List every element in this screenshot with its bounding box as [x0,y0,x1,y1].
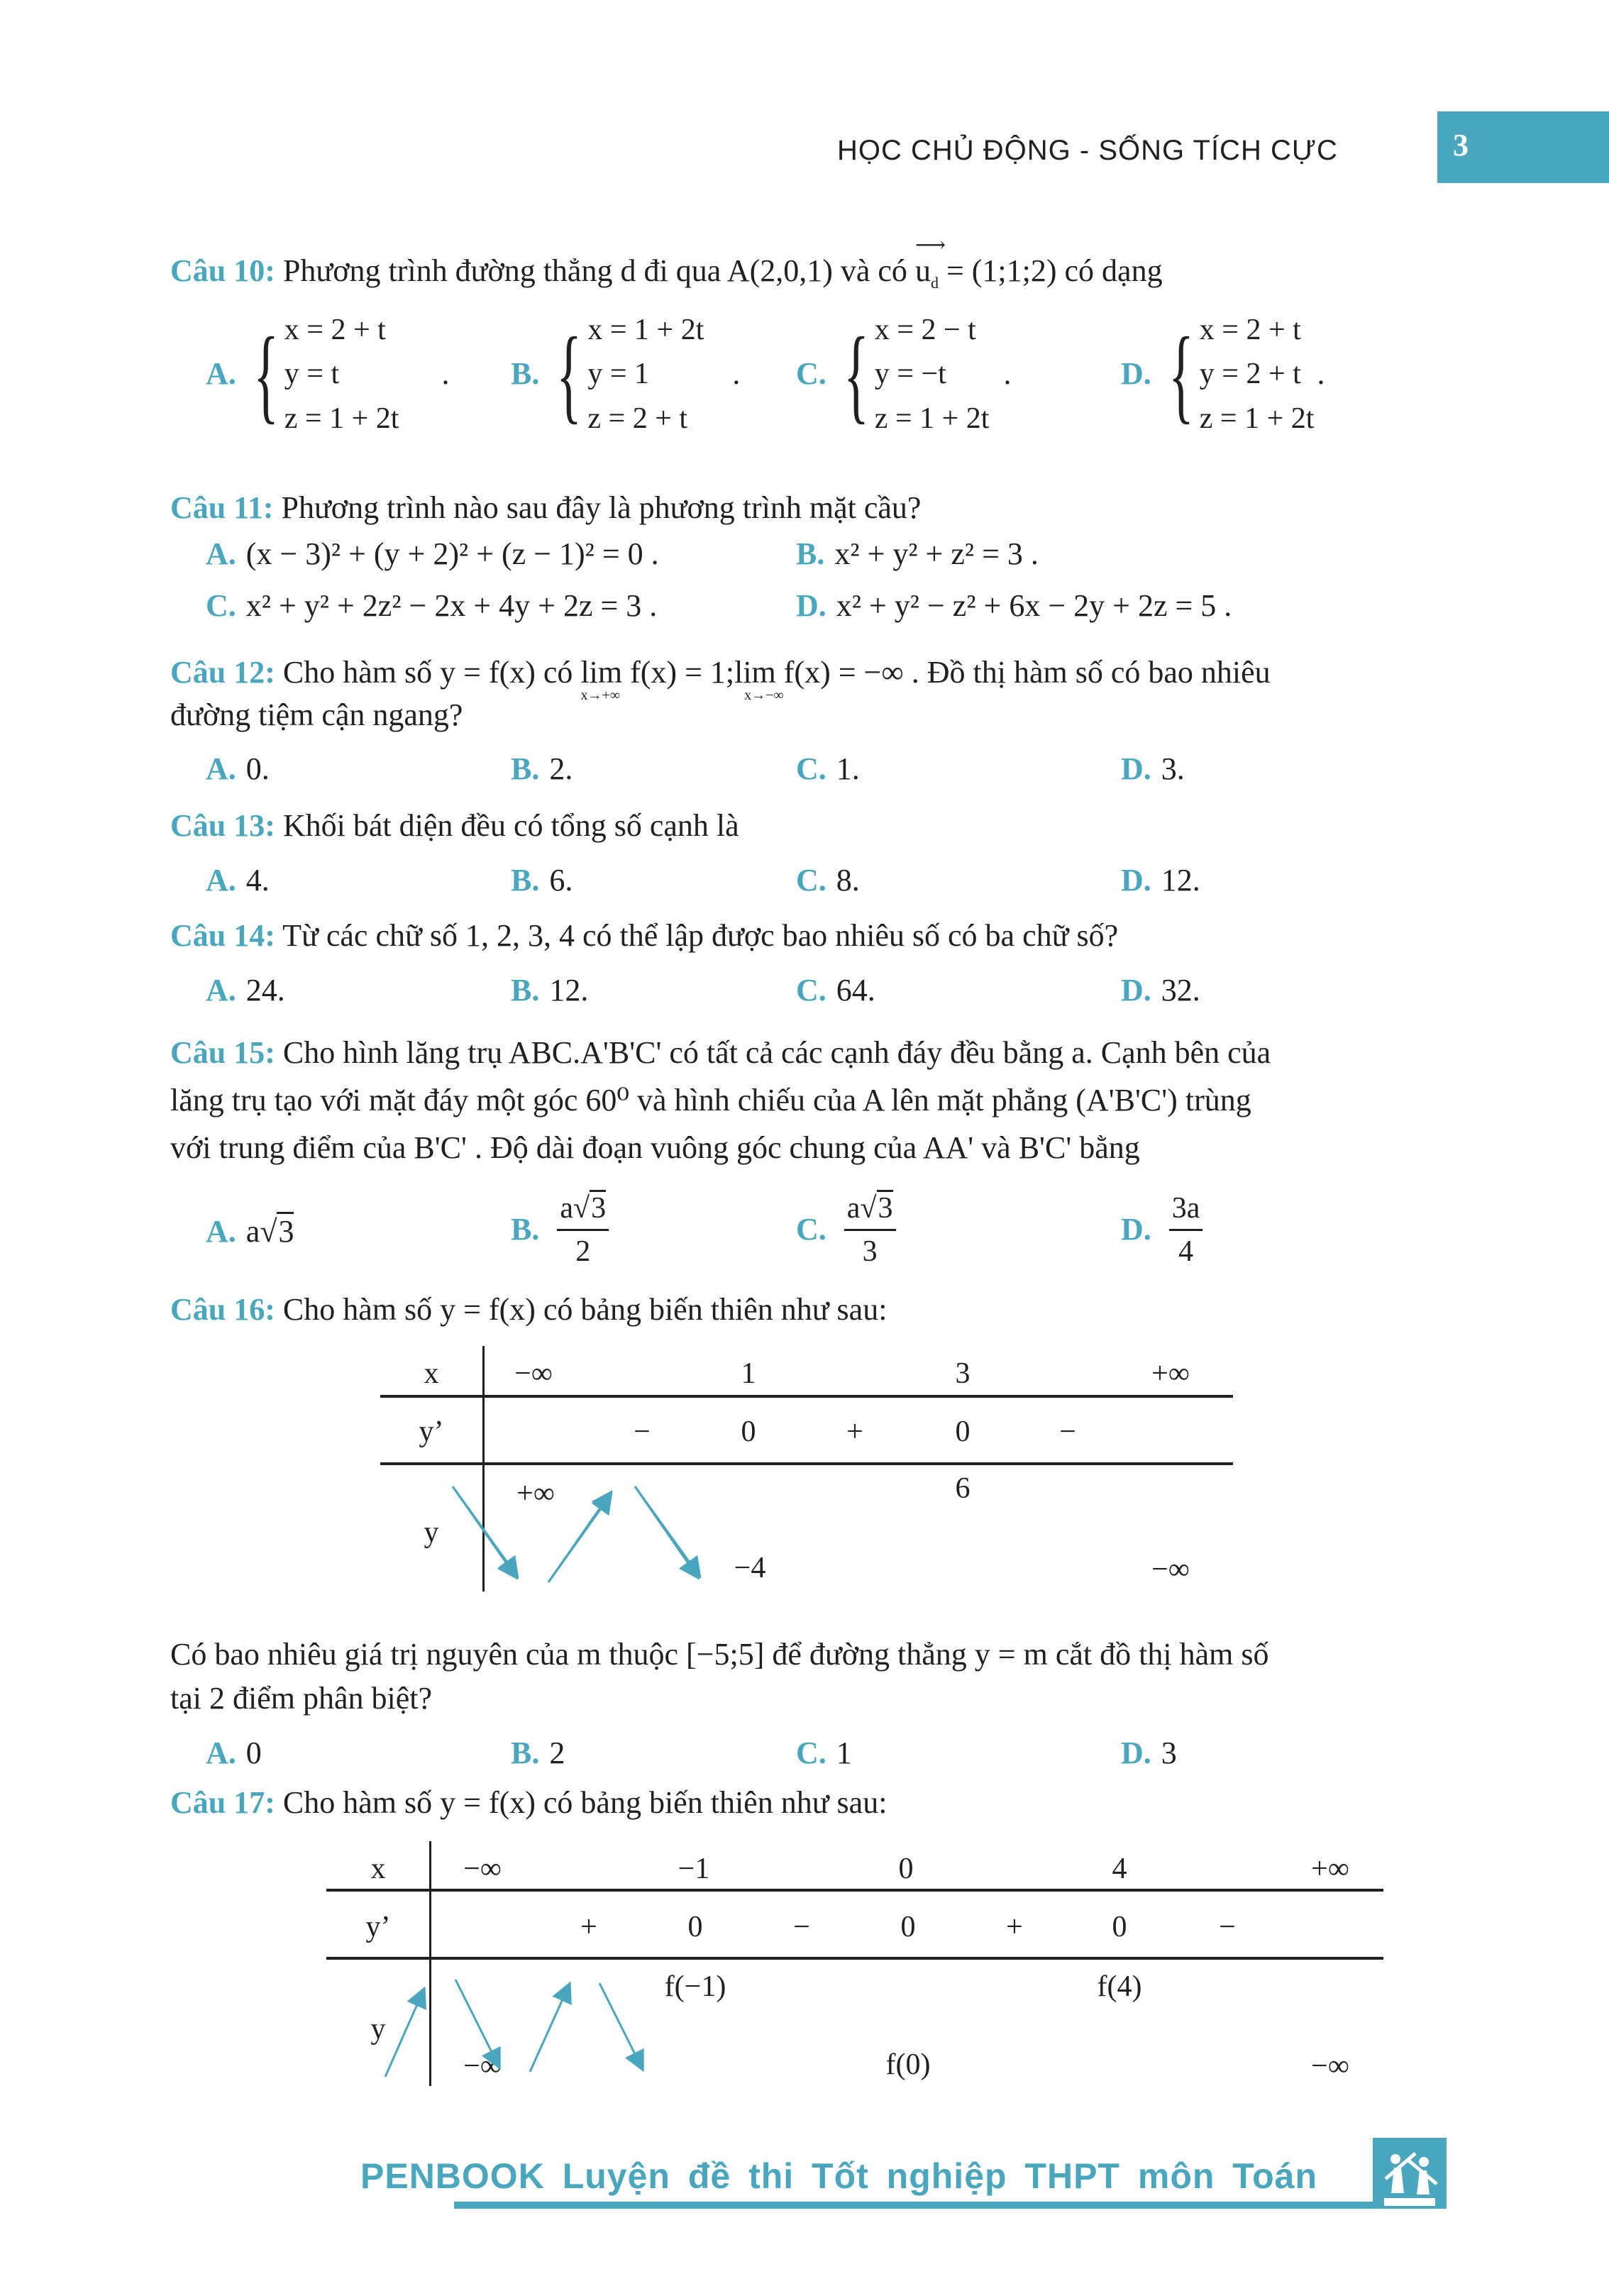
q13-option-c[interactable]: C. 8. [796,863,860,898]
q17-arrows [312,1823,1405,2093]
q10-option-d[interactable]: D. { x = 2 + t y = 2 + t z = 1 + 2t . [1121,314,1325,435]
arrow-down-icon [455,1980,499,2066]
arrow-down-icon [453,1486,516,1577]
footer-underline [454,2202,1398,2209]
q13-option-b[interactable]: B. 6. [511,863,573,898]
q10-option-a[interactable]: A. { x = 2 + t y = t z = 1 + 2t . [206,314,450,435]
question-10: Câu 10: Phương trình đường thẳng d đi qua A(2,0,1) và có ⟶ $u_d$ = (1;1;2) có dạng [170,233,1163,292]
footer-title: PENBOOK Luyện đề thi Tốt nghiệp THPT môn Toán [360,2156,1318,2196]
arrow-down-icon [635,1486,697,1577]
question-label: Câu 10: [170,253,275,288]
question-15-line3: với trung điểm của B'C' . Độ dài đoạn vuông góc chung của AA' và B'C' bằng [170,1130,1140,1165]
page-number: 3 [1453,128,1469,162]
arrow-down-icon [599,1983,642,2068]
q15-option-c[interactable]: C. $\frac{a√3}{3}$ [796,1191,896,1270]
vector-arrow-icon: ⟶ [914,233,946,257]
q12-option-c[interactable]: C. 1. [796,751,860,786]
question-15: Câu 15: Cho hình lăng trụ ABC.A'B'C' có tất cả các cạnh đáy đều bằng a. Cạnh bên của [170,1035,1271,1070]
q14-option-a[interactable]: A. 24. [206,973,285,1008]
arrow-up-icon [385,1990,424,2077]
q11-option-c[interactable]: C. x² + y² + 2z² − 2x + 4y + 2z = 3 . [206,588,658,623]
brace-icon: { [253,315,279,434]
q16-option-d[interactable]: D. 3 [1121,1735,1177,1770]
q16-option-b[interactable]: B. 2 [511,1735,565,1770]
running-header: HỌC CHỦ ĐỘNG - SỐNG TÍCH CỰC [837,135,1338,166]
q10-option-b[interactable]: B. { x = 1 + 2t y = 1 z = 2 + t . [511,314,741,435]
question-16-followup-line2: tại 2 điểm phân biệt? [170,1681,432,1716]
question-13: Câu 13: Khối bát diện đều có tổng số cạnh là [170,808,739,843]
q16-option-a[interactable]: A. 0 [206,1735,262,1770]
q16-option-c[interactable]: C. 1 [796,1735,852,1770]
q12-option-a[interactable]: A. 0. [206,751,270,786]
question-16-followup: Có bao nhiêu giá trị nguyên của m thuộc [−5;5] để đường thẳng y = m cắt đồ thị hàm số [170,1637,1269,1672]
question-12-line2: đường tiệm cận ngang? [170,697,463,732]
brace-icon: { [1168,315,1194,434]
q16-arrows [369,1334,1234,1596]
arrow-up-icon [548,1494,610,1582]
limit-plus-infinity: lim f(x) = 1; x→+∞ [580,655,735,703]
question-text: Phương trình đường thẳng d đi qua A(2,0,1) và có [282,253,915,288]
q11-option-d[interactable]: D. x² + y² − z² + 6x − 2y + 2z = 5 . [796,588,1232,623]
q13-option-d[interactable]: D. 12. [1121,863,1200,898]
question-16: Câu 16: Cho hàm số y = f(x) có bảng biến thiên như sau: [170,1292,888,1327]
q11-option-a[interactable]: A. (x − 3)² + (y + 2)² + (z − 1)² = 0 . [206,536,659,571]
question-14: Câu 14: Từ các chữ số 1, 2, 3, 4 có thể lập được bao nhiêu số có ba chữ số? [170,918,1119,953]
q11-option-b[interactable]: B. x² + y² + z² = 3 . [796,536,1039,571]
q13-option-a[interactable]: A. 4. [206,863,270,898]
q10-option-c[interactable]: C. { x = 2 − t y = −t z = 1 + 2t . [796,314,1012,435]
q14-option-d[interactable]: D. 32. [1121,973,1200,1008]
limit-minus-infinity: lim f(x) = −∞ x→−∞ [734,655,904,703]
brace-icon: { [843,315,869,434]
q12-option-b[interactable]: B. 2. [511,751,573,786]
vector-u: ⟶ $u_d$ [914,233,946,292]
q15-option-d[interactable]: D. $\frac{3a}{4}$ [1121,1191,1202,1270]
q15-option-a[interactable]: A. a√3 [206,1213,294,1251]
question-17: Câu 17: Cho hàm số y = f(x) có bảng biến thiên như sau: [170,1785,888,1820]
question-15-line2: lăng trụ tạo với mặt đáy một góc 60⁰ và hình chiếu của A lên mặt phẳng (A'B'C') trùng [170,1083,1251,1117]
question-11: Câu 11: Phương trình nào sau đây là phương trình mặt cầu? [170,490,922,525]
sqrt-icon: √ [260,1214,277,1249]
q15-option-b[interactable]: B. $\frac{a√3}{2}$ [511,1191,609,1270]
q14-option-b[interactable]: B. 12. [511,973,589,1008]
arrow-up-icon [530,1985,569,2072]
brace-icon: { [556,315,582,434]
two-people-logo-icon [1373,2138,1447,2209]
question-12: Câu 12: Cho hàm số y = f(x) có lim f(x) = 1; x→+∞ lim f(x) = −∞ x→−∞ . Đồ thị hàm số có bao nhiêu [170,655,1271,703]
q12-option-d[interactable]: D. 3. [1121,751,1185,786]
q14-option-c[interactable]: C. 64. [796,973,875,1008]
